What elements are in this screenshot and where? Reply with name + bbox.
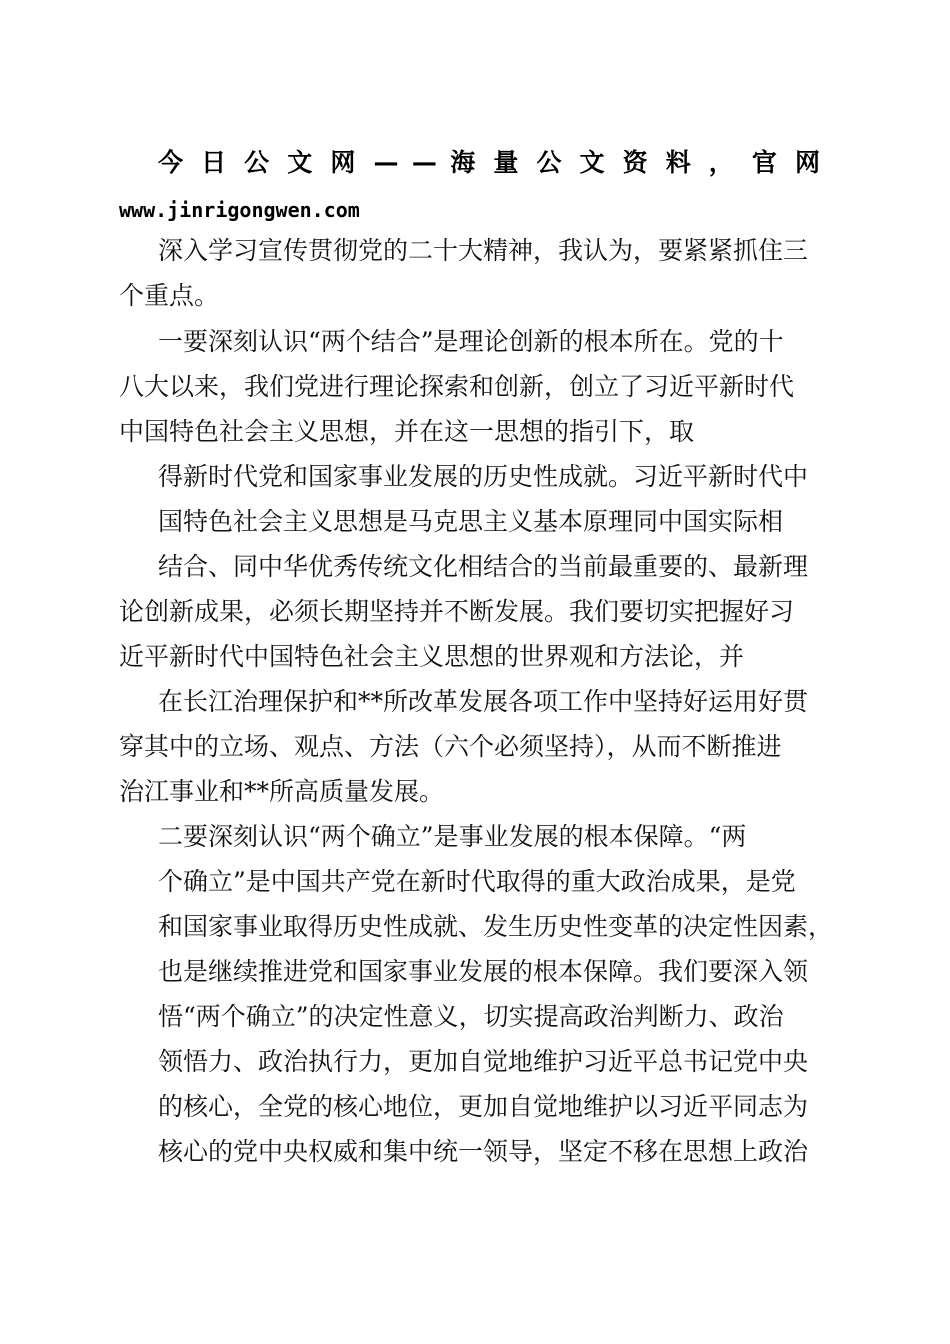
body-line: 一要深刻认识“两个结合”是理论创新的根本所在。党的十 [158,327,784,356]
body-line: 也是继续推进党和国家事业发展的根本保障。我们要深入领 [158,957,809,986]
document-header-url: www.jinrigongwen.com [119,198,360,222]
body-line: 核心的党中央权威和集中统一领导，坚定不移在思想上政治 [158,1137,809,1166]
body-line: 穿其中的立场、观点、方法（六个必须坚持），从而不断推进 [119,732,782,761]
body-line: 得新时代党和国家事业发展的历史性成就。习近平新时代中 [158,462,809,491]
body-line: 的核心，全党的核心地位，更加自觉地维护以习近平同志为 [158,1092,809,1121]
body-line: 在长江治理保护和**所改革发展各项工作中坚持好运用好贯 [158,687,809,716]
body-line: 论创新成果，必须长期坚持并不断发展。我们要切实把握好习 [119,597,795,626]
body-line: 结合、同中华优秀传统文化相结合的当前最重要的、最新理 [158,552,809,581]
body-line: 个确立”是中国共产党在新时代取得的重大政治成果，是党 [158,867,796,896]
body-line: 和国家事业取得历史性成就、发生历史性变革的决定性因素， [158,912,834,941]
body-line: 二要深刻认识“两个确立”是事业发展的根本保障。“两 [158,822,747,851]
body-line: 八大以来，我们党进行理论探索和创新，创立了习近平新时代 [119,372,795,401]
body-line: 悟“两个确立”的决定性意义，切实提高政治判断力、政治 [158,1002,784,1031]
document-header-title: 今 日 公 文 网 — — 海 量 公 文 资 料 ， 官 网 [158,148,820,177]
body-line: 中国特色社会主义思想，并在这一思想的指引下，取 [119,417,695,446]
body-line: 个重点。 [119,281,220,310]
body-line: 近平新时代中国特色社会主义思想的世界观和方法论，并 [119,642,745,671]
body-line: 深入学习宣传贯彻党的二十大精神，我认为，要紧紧抓住三 [158,236,809,265]
body-line: 领悟力、政治执行力，更加自觉地维护习近平总书记党中央 [158,1047,809,1076]
body-line: 治江事业和**所高质量发展。 [119,777,445,806]
body-line: 国特色社会主义思想是马克思主义基本原理同中国实际相 [158,507,784,536]
